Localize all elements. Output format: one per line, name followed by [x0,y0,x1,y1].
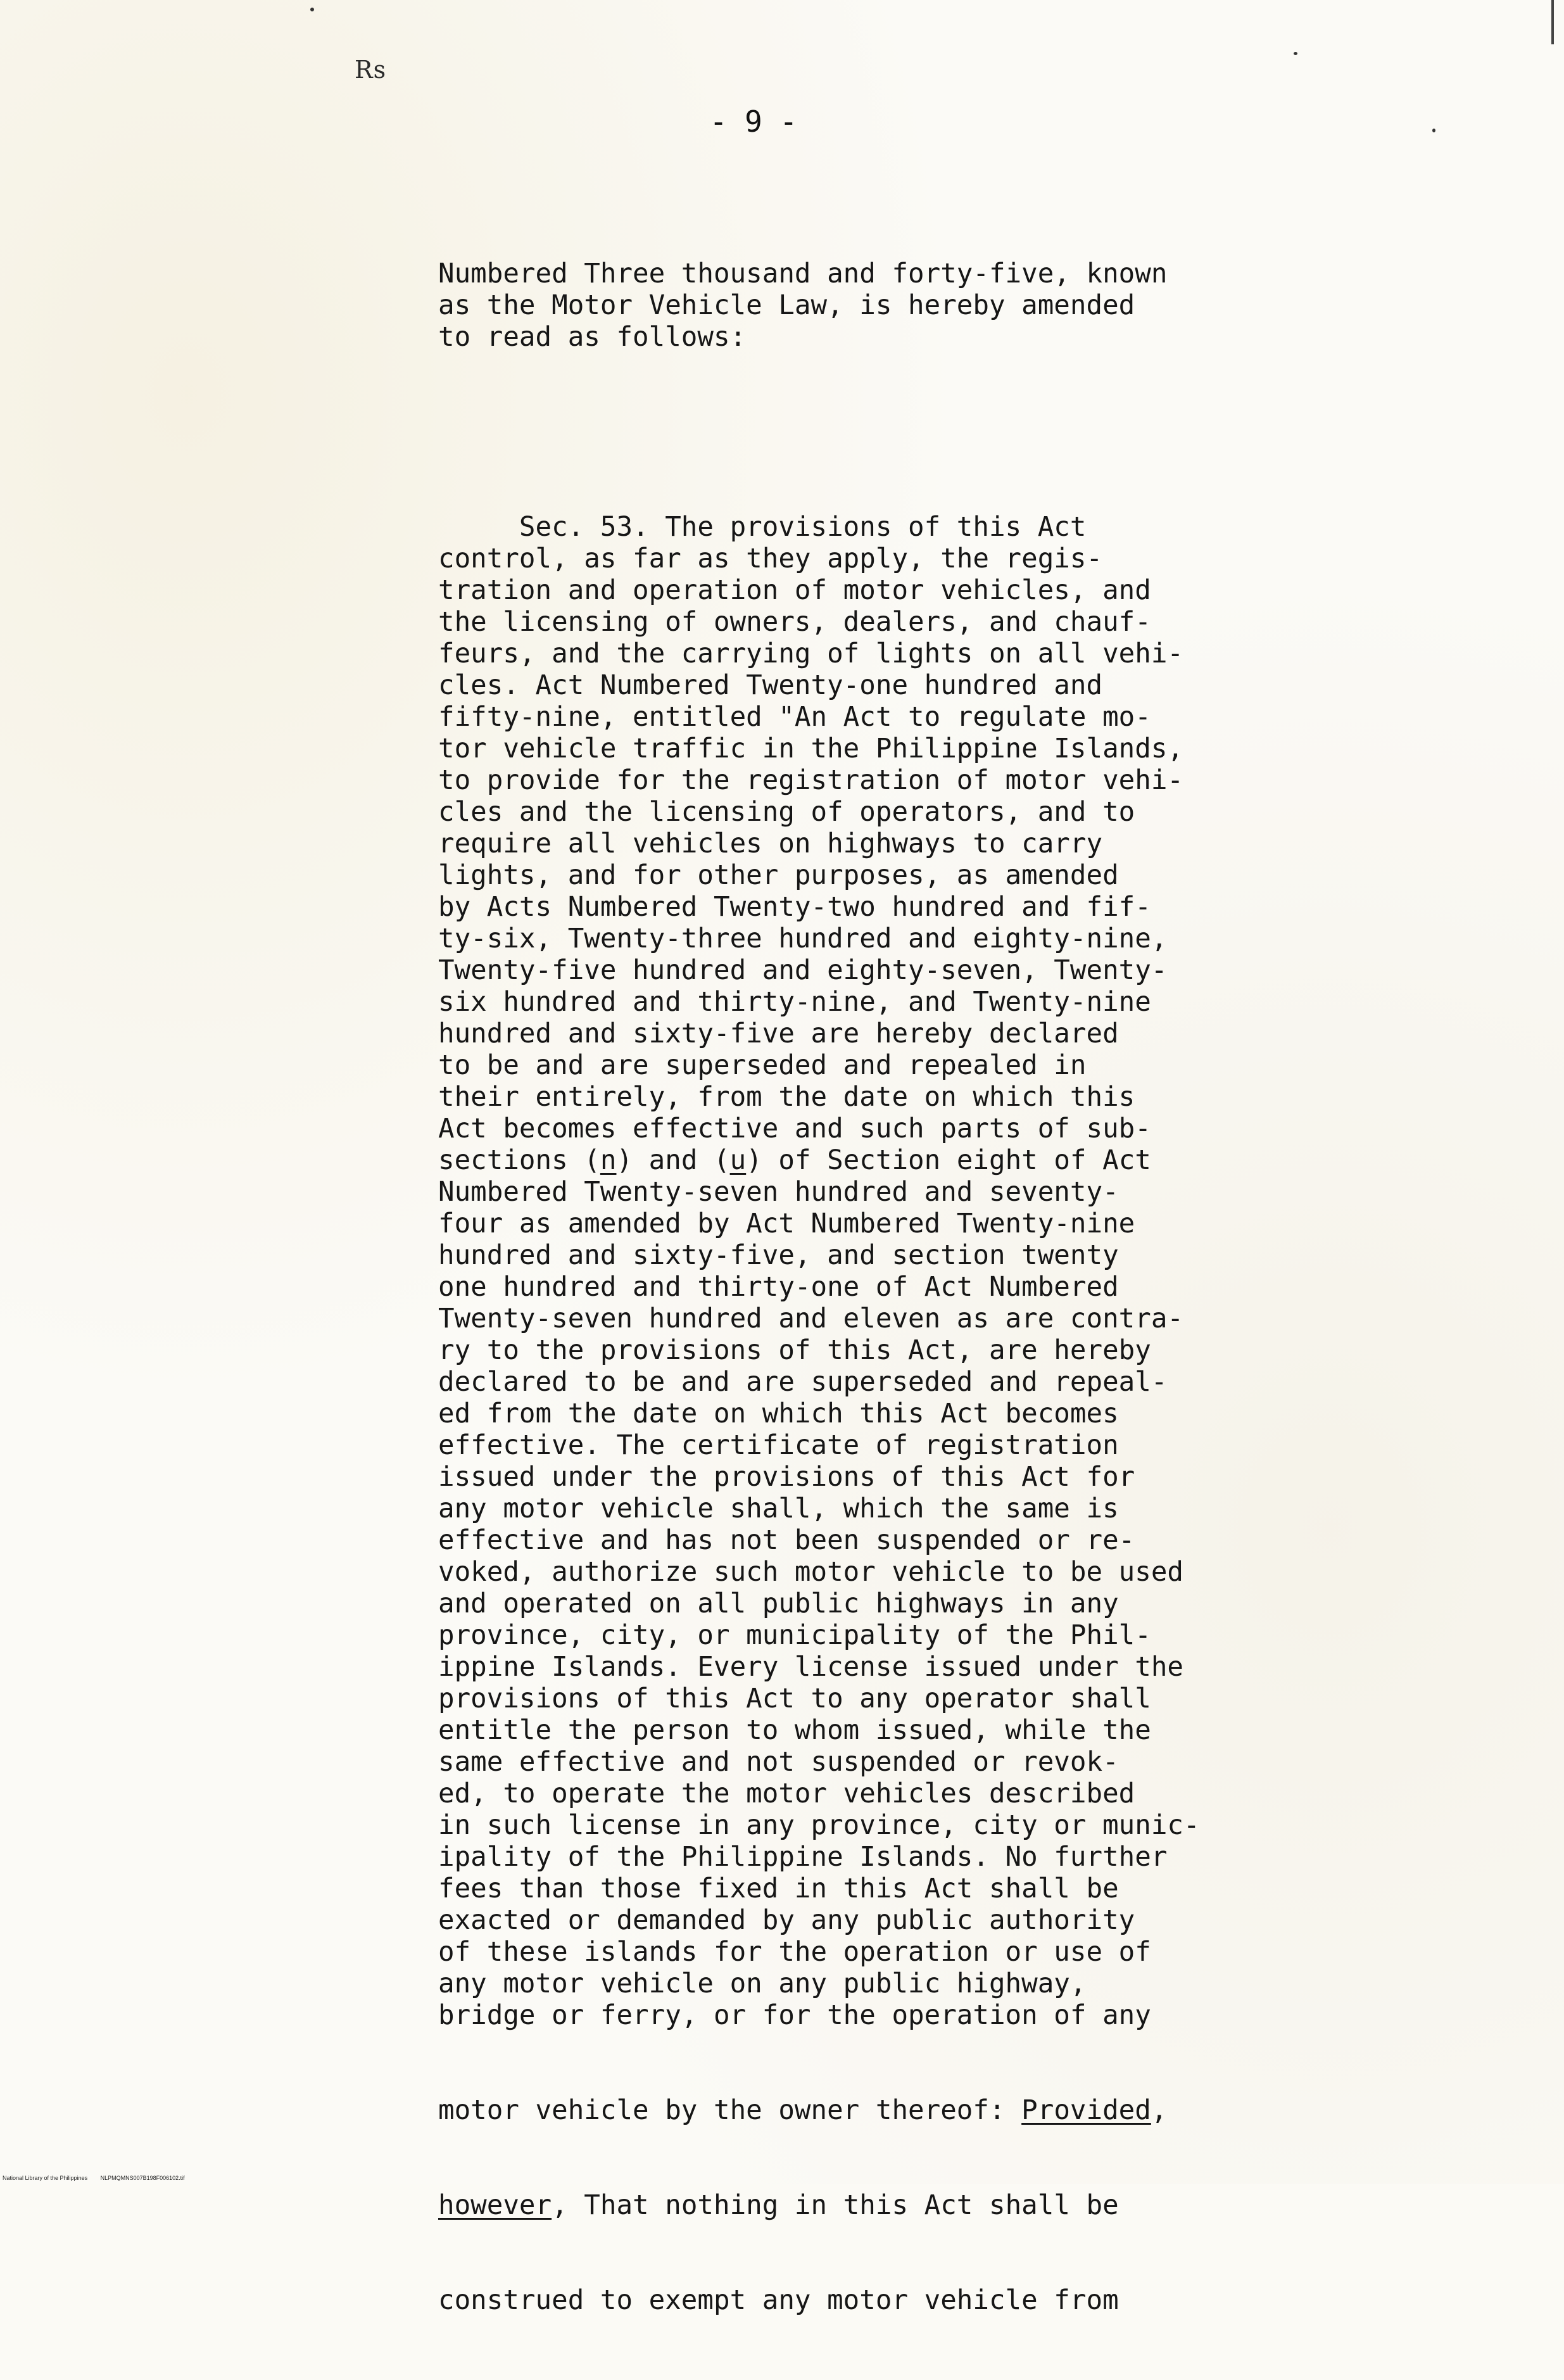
text-line: entitle the person to whom issued, while the [438,1715,1151,1746]
underlined-term-provided: Provided [1021,2095,1151,2126]
text-line: and operated on all public highways in any [438,1588,1119,1619]
text-line: lights, and for other purposes, as amended [438,860,1119,891]
text-line: ed from the date on which this Act becomes [438,1398,1119,1429]
text-line: construed to exempt any motor vehicle from [438,2285,1119,2316]
ink-speck [1294,52,1297,55]
paragraph-intro [438,258,1223,353]
text-line: ed, to operate the motor vehicles described [438,1778,1135,1809]
text-line: ippine Islands. Every license issued under the [438,1652,1184,1683]
footer-file-id: NLPMQMNS007B198F006102.tif [100,2175,185,2181]
underlined-letter-n: n [600,1145,617,1176]
text-line: effective. The certificate of registration [438,1430,1119,1461]
page-number: - 9 - [709,104,798,139]
text-line: cles. Act Numbered Twenty-one hundred and [438,670,1103,701]
text-line: voked, authorize such motor vehicle to be used [438,1557,1184,1588]
text-line: cles and the licensing of operators, and to [438,797,1135,828]
text-line: ipality of the Philippine Islands. No further [438,1842,1168,1873]
text-line: any motor vehicle shall, which the same is [438,1493,1119,1524]
text-line: issued under the provisions of this Act for [438,1462,1135,1493]
ink-speck [1432,129,1435,132]
text-line: feurs, and the carrying of lights on all vehi- [438,638,1184,669]
text-line: effective and has not been suspended or re- [438,1525,1135,1556]
text-line: six hundred and thirty-nine, and Twenty-nine [438,987,1151,1018]
paragraph-section-53 [438,512,1223,2032]
text-line: one hundred and thirty-one of Act Numbered [438,1272,1119,1303]
text-line: of these islands for the operation or use of [438,1937,1151,1968]
text-line: declared to be and are superseded and repeal- [438,1367,1168,1398]
scan-footer [3,2175,196,2181]
underlined-letter-u: u [729,1145,747,1176]
text-line: sections (n) and (u) of Section eight of Act [438,1145,1151,1176]
text-line: tration and operation of motor vehicles, and [438,575,1151,606]
text-line: bridge or ferry, or for the operation of any [438,2000,1151,2031]
text-line: to be and are superseded and repealed in [438,1050,1087,1081]
text-line: the licensing of owners, dealers, and chauf- [438,607,1151,638]
text-line: Twenty-five hundred and eighty-seven, Twenty- [438,955,1168,986]
text-line: ty-six, Twenty-three hundred and eighty-nine, [438,923,1168,954]
text-line: require all vehicles on highways to carry [438,828,1103,859]
text-line: four as amended by Act Numbered Twenty-nine [438,1208,1135,1239]
text-line: however, That nothing in this Act shall be [438,2190,1119,2221]
text-line: province, city, or municipality of the Phil- [438,1620,1151,1651]
text-line: same effective and not suspended or revok- [438,1747,1119,1778]
edge-mark [1551,0,1554,44]
text-line: fees than those fixed in this Act shall be [438,1873,1119,1904]
ink-speck [310,8,314,11]
text-line: their entirely, from the date on which this [438,1082,1135,1113]
text-line: any motor vehicle on any public highway, [438,1968,1087,1999]
text-line: to provide for the registration of motor vehi- [438,765,1184,796]
text-line: fifty-nine, entitled "An Act to regulate mo- [438,702,1151,733]
text-line: by Acts Numbered Twenty-two hundred and fif- [438,892,1151,923]
text-line: to read as follows: [438,322,747,353]
text-line: ry to the provisions of this Act, are hereby [438,1335,1151,1366]
text-line: Act becomes effective and such parts of sub- [438,1113,1151,1144]
text-line: Numbered Twenty-seven hundred and seventy- [438,1177,1119,1208]
text-line: provisions of this Act to any operator shall [438,1683,1151,1714]
text-line: hundred and sixty-five, and section twenty [438,1240,1119,1271]
text-line: tor vehicle traffic in the Philippine Islands, [438,733,1184,764]
text-line: Numbered Three thousand and forty-five, known [438,258,1168,289]
document-body [438,195,1223,2380]
text-line: in such license in any province, city or munic- [438,1810,1200,1841]
text-line: motor vehicle by the owner thereof: Provided, [438,2095,1168,2126]
typist-initials: Rs [355,56,387,84]
text-line: exacted or demanded by any public authority [438,1905,1135,1936]
footer-library: National Library of the Philippines [3,2175,88,2181]
text-line: Sec. 53. The provisions of this Act [438,512,1087,543]
text-line: hundred and sixty-five are hereby declared [438,1018,1119,1049]
text-line: control, as far as they apply, the regis- [438,543,1103,574]
underlined-term-however: however [438,2190,552,2221]
text-line: as the Motor Vehicle Law, is hereby amended [438,290,1135,321]
text-line: Twenty-seven hundred and eleven as are contra- [438,1303,1184,1334]
